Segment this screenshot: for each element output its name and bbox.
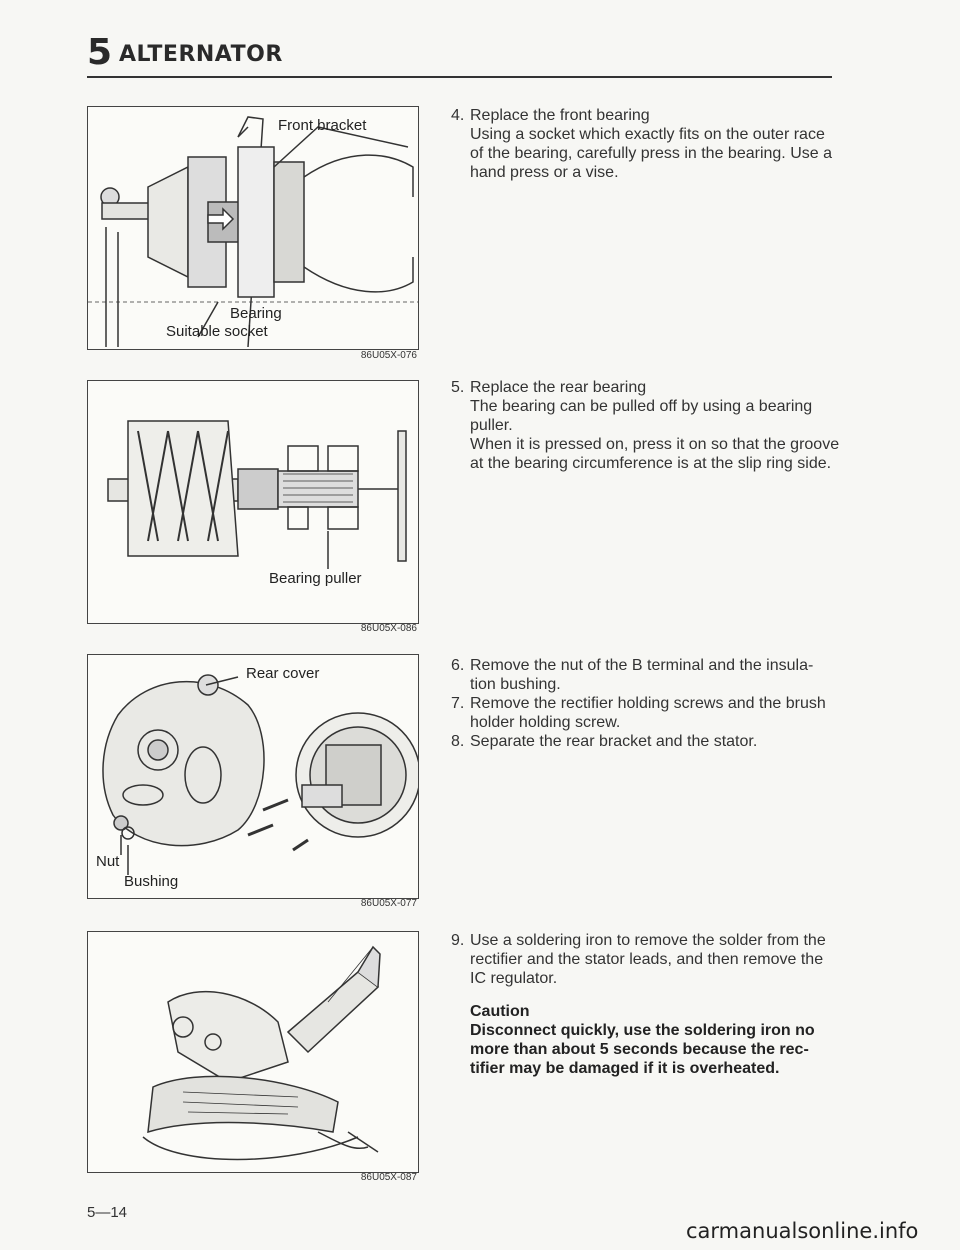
rear-cover-illustration (88, 655, 418, 898)
step-number: 4. (451, 107, 465, 124)
step-body: When it is pressed on, press it on so that the groove at the bearing circumference is at the slip ring side. (470, 436, 840, 472)
bearing-puller-illustration (88, 381, 418, 623)
figure-soldering (87, 931, 419, 1173)
step-number: 6. (451, 657, 465, 674)
chapter-number: 5 (87, 32, 113, 73)
step-5 (451, 378, 841, 473)
figure-label: Bearing (230, 305, 282, 322)
figure-label: Bearing puller (269, 570, 362, 587)
step-number: 5. (451, 379, 465, 396)
figure-code: 86U05X-086 (360, 623, 417, 634)
step-6 (451, 656, 841, 694)
step-heading: Replace the front bearing (470, 107, 650, 124)
step-heading: Remove the nut of the B terminal and the insula- tion bushing. (470, 657, 814, 693)
caution-text: Disconnect quickly, use the soldering iron no more than about 5 seconds because the rec- tifier may be damaged if it is overheated. (470, 1022, 815, 1077)
step-9 (451, 931, 841, 988)
figure-label: Suitable socket (166, 323, 268, 340)
figure-label: Nut (96, 853, 120, 870)
caution-box (470, 1002, 840, 1078)
figure-label: Rear cover (246, 665, 320, 682)
figure-code: 86U05X-076 (360, 350, 417, 361)
step-4 (451, 106, 841, 182)
step-heading: Replace the rear bearing (470, 379, 647, 396)
step-7 (451, 694, 841, 732)
step-heading: Remove the rectifier holding screws and the brush holder holding screw. (470, 695, 826, 731)
figure-label: Front bracket (278, 117, 367, 134)
figure-code: 86U05X-087 (360, 1172, 417, 1183)
caution-title: Caution (470, 1003, 530, 1020)
chapter-title: ALTERNATOR (119, 42, 283, 67)
step-8 (451, 732, 841, 751)
figure-code: 86U05X-077 (360, 898, 417, 909)
figure-bearing-puller (87, 380, 419, 624)
step-heading: Use a soldering iron to remove the solder from the rectifier and the stator leads, and then remove the IC regulator. (470, 932, 826, 987)
page-header (87, 30, 832, 78)
figure-label: Bushing (124, 873, 179, 890)
watermark: carmanualsonline.info (686, 1219, 919, 1243)
step-heading: Separate the rear bracket and the stator. (470, 733, 758, 750)
step-body: Using a socket which exactly fits on the outer race of the bearing, carefully press in the bearing. Use a hand press or a vise. (470, 126, 832, 181)
step-number: 7. (451, 695, 465, 712)
figure-rear-cover (87, 654, 419, 899)
figure-front-bearing (87, 106, 419, 350)
page-number: 5—14 (87, 1204, 128, 1221)
soldering-illustration (88, 932, 418, 1172)
step-body: The bearing can be pulled off by using a bearing puller. (470, 398, 813, 434)
step-number: 9. (451, 932, 465, 949)
step-number: 8. (451, 733, 465, 750)
